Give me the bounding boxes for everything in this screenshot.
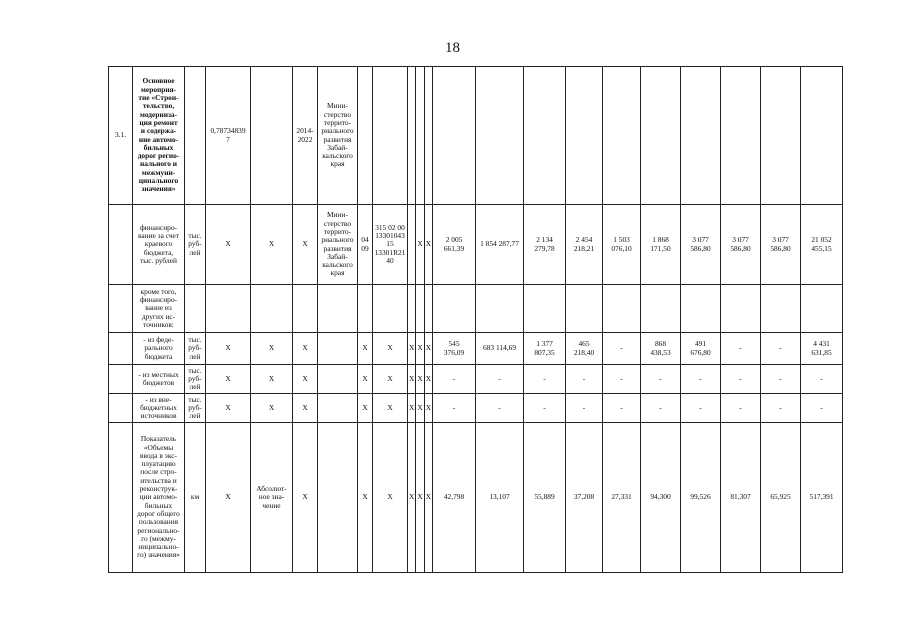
cell-total: 4 431 631,85 bbox=[801, 333, 843, 365]
cell-vr2 bbox=[424, 285, 432, 333]
cell-y2020: - bbox=[681, 365, 721, 394]
cell-y2014: 42,798 bbox=[433, 423, 476, 573]
cell-name: кроме того, финансиро- вание из других ис- точников: bbox=[133, 285, 185, 333]
cell-unit: тыс. руб- лей bbox=[185, 205, 206, 285]
cell-y2018: - bbox=[603, 333, 641, 365]
cell-y2020: 99,526 bbox=[681, 423, 721, 573]
cell-y2022: 65,925 bbox=[761, 423, 801, 573]
cell-csr: X bbox=[408, 394, 416, 423]
page-number: 18 bbox=[445, 40, 460, 56]
cell-y2018: 1 503 076,10 bbox=[603, 205, 641, 285]
table-row bbox=[109, 67, 843, 205]
table-row bbox=[109, 423, 843, 573]
cell-y2019: 868 438,53 bbox=[641, 333, 681, 365]
cell-total: - bbox=[801, 365, 843, 394]
cell-y2021 bbox=[721, 285, 761, 333]
cell-vr1: X bbox=[416, 205, 424, 285]
cell-y2022: 3 077 586,80 bbox=[761, 205, 801, 285]
program-table bbox=[108, 66, 843, 573]
cell-period: X bbox=[293, 205, 318, 285]
cell-csr bbox=[408, 285, 416, 333]
cell-y2016 bbox=[524, 285, 566, 333]
cell-num: 3.1. bbox=[109, 67, 133, 205]
cell-y2015: - bbox=[476, 365, 524, 394]
cell-y2021: - bbox=[721, 333, 761, 365]
program-table-body bbox=[109, 67, 843, 573]
cell-vr1: X bbox=[416, 333, 424, 365]
cell-meaning: X bbox=[251, 333, 293, 365]
cell-num bbox=[109, 394, 133, 423]
cell-y2019: - bbox=[641, 365, 681, 394]
cell-y2019: 94,300 bbox=[641, 423, 681, 573]
cell-vr2: X bbox=[424, 365, 432, 394]
cell-weight: 0,78734839 7 bbox=[206, 67, 251, 205]
cell-y2020 bbox=[681, 285, 721, 333]
cell-unit: тыс. руб- лей bbox=[185, 333, 206, 365]
cell-total: 517,391 bbox=[801, 423, 843, 573]
cell-y2021 bbox=[721, 67, 761, 205]
cell-y2015: 13,107 bbox=[476, 423, 524, 573]
cell-grbs: X bbox=[358, 394, 373, 423]
cell-grbs: X bbox=[358, 333, 373, 365]
cell-y2017: 465 218,40 bbox=[566, 333, 603, 365]
cell-grbs: 04 09 bbox=[358, 205, 373, 285]
cell-meaning bbox=[251, 67, 293, 205]
cell-y2016: - bbox=[524, 365, 566, 394]
cell-total bbox=[801, 67, 843, 205]
cell-y2018 bbox=[603, 285, 641, 333]
cell-y2016: - bbox=[524, 394, 566, 423]
cell-y2020: 3 077 586,80 bbox=[681, 205, 721, 285]
cell-y2014: - bbox=[433, 365, 476, 394]
cell-y2017: - bbox=[566, 394, 603, 423]
cell-csr bbox=[408, 205, 416, 285]
cell-vr1: X bbox=[416, 365, 424, 394]
cell-y2021: - bbox=[721, 394, 761, 423]
cell-y2018: - bbox=[603, 365, 641, 394]
cell-y2022: - bbox=[761, 333, 801, 365]
cell-weight: X bbox=[206, 423, 251, 573]
cell-vr1 bbox=[416, 285, 424, 333]
cell-grbs: X bbox=[358, 423, 373, 573]
cell-y2016: 2 134 279,78 bbox=[524, 205, 566, 285]
cell-csr bbox=[408, 67, 416, 205]
cell-period: X bbox=[293, 365, 318, 394]
cell-y2016: 1 377 807,35 bbox=[524, 333, 566, 365]
cell-y2015: 1 854 287,77 bbox=[476, 205, 524, 285]
cell-num bbox=[109, 285, 133, 333]
cell-vr2: X bbox=[424, 333, 432, 365]
cell-vr2: X bbox=[424, 205, 432, 285]
table-row bbox=[109, 205, 843, 285]
cell-y2015 bbox=[476, 67, 524, 205]
cell-vr1: X bbox=[416, 423, 424, 573]
cell-y2020: - bbox=[681, 394, 721, 423]
cell-rzpr bbox=[373, 67, 408, 205]
cell-unit bbox=[185, 67, 206, 205]
cell-y2014: - bbox=[433, 394, 476, 423]
cell-vr2: X bbox=[424, 394, 432, 423]
cell-vr2: X bbox=[424, 423, 432, 573]
cell-unit: тыс. руб- лей bbox=[185, 394, 206, 423]
table-row bbox=[109, 333, 843, 365]
table-row bbox=[109, 394, 843, 423]
cell-y2021: 81,307 bbox=[721, 423, 761, 573]
cell-y2017: 37,208 bbox=[566, 423, 603, 573]
cell-total: 21 052 455,15 bbox=[801, 205, 843, 285]
cell-grbs: X bbox=[358, 365, 373, 394]
cell-num bbox=[109, 333, 133, 365]
cell-y2018: - bbox=[603, 394, 641, 423]
cell-num bbox=[109, 423, 133, 573]
cell-y2014: 2 005 661,39 bbox=[433, 205, 476, 285]
cell-y2022 bbox=[761, 67, 801, 205]
cell-y2017: - bbox=[566, 365, 603, 394]
cell-y2022 bbox=[761, 285, 801, 333]
cell-meaning: X bbox=[251, 205, 293, 285]
cell-vr1: X bbox=[416, 394, 424, 423]
cell-name: - из местных бюджетов bbox=[133, 365, 185, 394]
cell-total bbox=[801, 285, 843, 333]
cell-unit: км bbox=[185, 423, 206, 573]
cell-csr: X bbox=[408, 365, 416, 394]
cell-name: финансиро- вание за счет краевого бюджета, тыс. рублей bbox=[133, 205, 185, 285]
cell-y2015: 683 114,69 bbox=[476, 333, 524, 365]
cell-meaning: Абсолют- ное зна- чение bbox=[251, 423, 293, 573]
cell-executor: Мини- стерство террито- риального развития Забай- кальского края bbox=[318, 67, 358, 205]
cell-weight: X bbox=[206, 394, 251, 423]
cell-rzpr bbox=[373, 285, 408, 333]
cell-rzpr: X bbox=[373, 333, 408, 365]
cell-y2021: 3 077 586,80 bbox=[721, 205, 761, 285]
cell-total: - bbox=[801, 394, 843, 423]
cell-num bbox=[109, 205, 133, 285]
cell-y2015: - bbox=[476, 394, 524, 423]
cell-period: X bbox=[293, 423, 318, 573]
cell-y2016: 55,889 bbox=[524, 423, 566, 573]
cell-grbs bbox=[358, 67, 373, 205]
cell-meaning bbox=[251, 285, 293, 333]
cell-name: Основное мероприя- тие «Строи- тельство, модерниза- ция ремонт и содержа- ние автомо- бильных дорог регио- нального и межмуни- ципального значения» bbox=[133, 67, 185, 205]
cell-y2018 bbox=[603, 67, 641, 205]
cell-y2022: - bbox=[761, 365, 801, 394]
cell-executor bbox=[318, 423, 358, 573]
cell-vr2 bbox=[424, 67, 432, 205]
cell-weight bbox=[206, 285, 251, 333]
cell-unit bbox=[185, 285, 206, 333]
cell-name: - из феде- рального бюджета bbox=[133, 333, 185, 365]
cell-grbs bbox=[358, 285, 373, 333]
cell-name: Показатель «Объемы ввода в экс- плуатацию после стро- ительства и реконструк- ции автомо- бильных дорог общего пользования регионально- го (межму- ниципально- го) значения» bbox=[133, 423, 185, 573]
cell-y2014 bbox=[433, 67, 476, 205]
cell-y2017: 2 454 218,21 bbox=[566, 205, 603, 285]
cell-name: - из вне- бюджетных источников bbox=[133, 394, 185, 423]
cell-csr: X bbox=[408, 423, 416, 573]
cell-executor bbox=[318, 285, 358, 333]
table-row bbox=[109, 285, 843, 333]
cell-vr1 bbox=[416, 67, 424, 205]
cell-y2016 bbox=[524, 67, 566, 205]
cell-period: X bbox=[293, 394, 318, 423]
cell-num bbox=[109, 365, 133, 394]
cell-y2015 bbox=[476, 285, 524, 333]
cell-executor bbox=[318, 333, 358, 365]
cell-rzpr: X bbox=[373, 423, 408, 573]
cell-period bbox=[293, 285, 318, 333]
cell-executor: Мини- стерство террито- риального развития Забай- кальского края bbox=[318, 205, 358, 285]
cell-meaning: X bbox=[251, 394, 293, 423]
cell-weight: X bbox=[206, 365, 251, 394]
cell-period: 2014- 2022 bbox=[293, 67, 318, 205]
cell-y2019 bbox=[641, 67, 681, 205]
cell-y2020 bbox=[681, 67, 721, 205]
cell-weight: X bbox=[206, 333, 251, 365]
cell-csr: X bbox=[408, 333, 416, 365]
cell-y2020: 491 676,80 bbox=[681, 333, 721, 365]
cell-executor bbox=[318, 365, 358, 394]
cell-y2019: - bbox=[641, 394, 681, 423]
cell-executor bbox=[318, 394, 358, 423]
cell-rzpr: 315 02 00 13301043 15 13301R21 40 bbox=[373, 205, 408, 285]
cell-rzpr: X bbox=[373, 365, 408, 394]
cell-weight: X bbox=[206, 205, 251, 285]
cell-y2014: 545 376,09 bbox=[433, 333, 476, 365]
cell-unit: тыс. руб- лей bbox=[185, 365, 206, 394]
cell-rzpr: X bbox=[373, 394, 408, 423]
cell-y2014 bbox=[433, 285, 476, 333]
cell-y2019 bbox=[641, 285, 681, 333]
cell-y2021: - bbox=[721, 365, 761, 394]
cell-meaning: X bbox=[251, 365, 293, 394]
cell-y2017 bbox=[566, 67, 603, 205]
cell-period: X bbox=[293, 333, 318, 365]
table-row bbox=[109, 365, 843, 394]
cell-y2017 bbox=[566, 285, 603, 333]
cell-y2019: 1 868 171,50 bbox=[641, 205, 681, 285]
cell-y2018: 27,331 bbox=[603, 423, 641, 573]
cell-y2022: - bbox=[761, 394, 801, 423]
